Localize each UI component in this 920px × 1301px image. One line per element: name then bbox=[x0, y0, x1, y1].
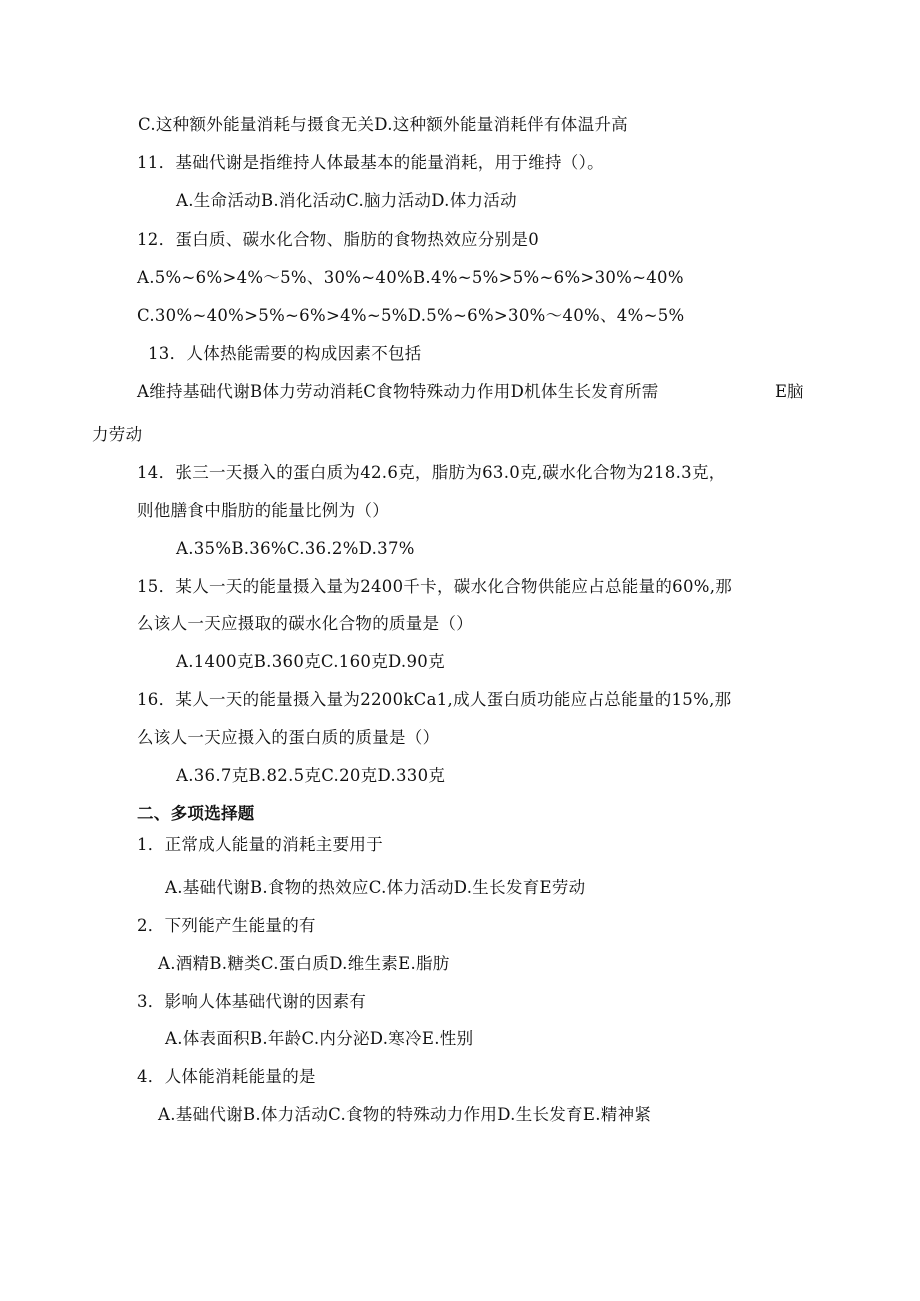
option-line-10cd: C.这种额外能量消耗与摄食无关D.这种额外能量消耗伴有体温升高 bbox=[138, 115, 628, 134]
question-11: 11．基础代谢是指维持人体最基本的能量消耗，用于维持（）。 bbox=[137, 153, 604, 172]
question-15: 15．某人一天的能量摄入量为2400千卡，碳水化合物供能应占总能量的60%,那 bbox=[137, 577, 733, 596]
mc-options-3: A.体表面积B.年龄C.内分泌D.寒冷E.性别 bbox=[165, 1029, 474, 1048]
options-13-continued: 力劳动 bbox=[92, 425, 143, 444]
options-12-ab: A.5%~6%>4%～5%、30%~40%B.4%~5%>5%~6%>30%~40% bbox=[137, 268, 684, 287]
question-14-continued: 则他膳食中脂肪的能量比例为（） bbox=[137, 501, 389, 520]
options-13-tail: E脑 bbox=[775, 382, 804, 401]
question-15-continued: 么该人一天应摄取的碳水化合物的质量是（） bbox=[137, 614, 473, 633]
mc-question-1: 1．正常成人能量的消耗主要用于 bbox=[137, 835, 383, 854]
options-12-cd: C.30%~40%>5%~6%>4%~5%D.5%~6%>30%～40%、4%~5% bbox=[137, 306, 685, 325]
question-16-continued: 么该人一天应摄入的蛋白质的质量是（） bbox=[137, 728, 440, 747]
options-13: A维持基础代谢B体力劳动消耗C食物特殊动力作用D机体生长发育所需 bbox=[137, 382, 659, 401]
mc-options-1: A.基础代谢B.食物的热效应C.体力活动D.生长发育E劳动 bbox=[165, 878, 586, 897]
question-14: 14．张三一天摄入的蛋白质为42.6克，脂肪为63.0克,碳水化合物为218.3克， bbox=[137, 463, 726, 482]
mc-options-2: A.酒精B.糖类C.蛋白质D.维生素E.脂肪 bbox=[158, 954, 450, 973]
question-16: 16．某人一天的能量摄入量为2200kCa1,成人蛋白质功能应占总能量的15%,那 bbox=[137, 690, 732, 709]
mc-question-4: 4．人体能消耗能量的是 bbox=[137, 1067, 316, 1086]
section-heading-multiple-choice: 二、多项选择题 bbox=[137, 804, 255, 823]
options-15: A.1400克B.360克C.160克D.90克 bbox=[176, 652, 445, 671]
mc-question-3: 3．影响人体基础代谢的因素有 bbox=[137, 992, 367, 1011]
question-13: 13．人体热能需要的构成因素不包括 bbox=[148, 344, 422, 363]
options-16: A.36.7克B.82.5克C.20克D.330克 bbox=[176, 766, 446, 785]
options-11: A.生命活动B.消化活动C.脑力活动D.体力活动 bbox=[176, 191, 517, 210]
question-12: 12．蛋白质、碳水化合物、脂肪的食物热效应分别是0 bbox=[137, 230, 539, 249]
mc-options-4: A.基础代谢B.体力活动C.食物的特殊动力作用D.生长发育E.精神紧 bbox=[158, 1105, 652, 1124]
mc-question-2: 2．下列能产生能量的有 bbox=[137, 916, 316, 935]
options-14: A.35%B.36%C.36.2%D.37% bbox=[176, 539, 415, 558]
